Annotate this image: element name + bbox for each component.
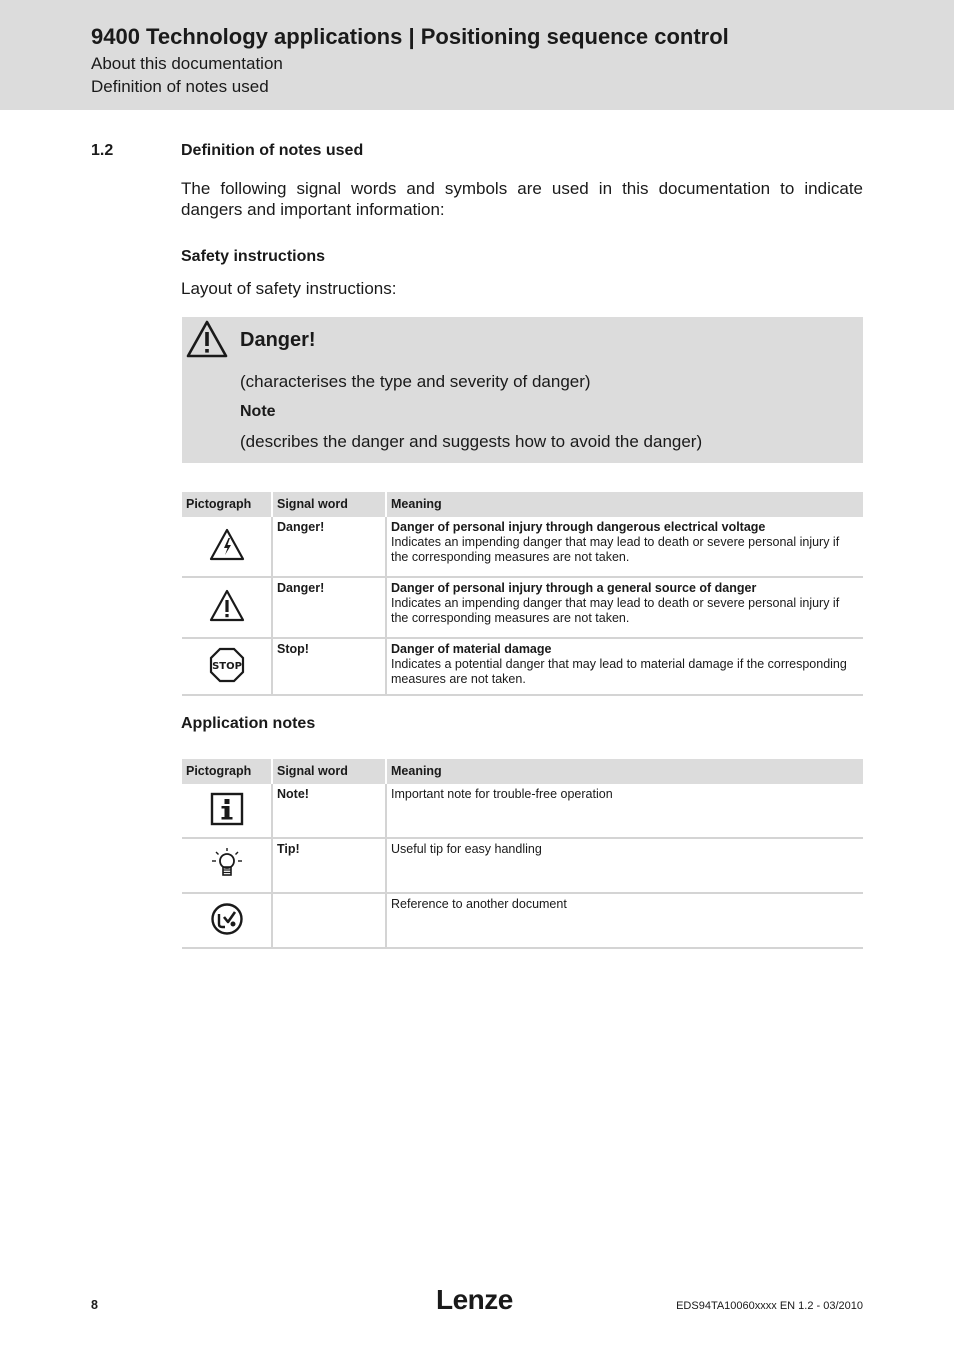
page-header [0, 0, 954, 110]
page-number: 8 [91, 1298, 98, 1312]
application-notes-table [182, 759, 863, 949]
signal-word-cell: Danger! [272, 517, 386, 577]
danger-description-text: (describes the danger and suggests how to avoid the danger) [240, 432, 703, 451]
pictograph-cell [182, 577, 272, 638]
pictograph-cell [182, 638, 272, 695]
info-icon [210, 792, 244, 826]
meaning-text: Indicates a potential danger that may lead to material damage if the corresponding measures are not taken. [391, 657, 847, 686]
general-warning-icon [209, 589, 245, 623]
signal-word-cell: Stop! [272, 638, 386, 695]
meaning-cell: Useful tip for easy handling [386, 838, 863, 893]
table-header-row [182, 492, 863, 517]
table-header-row [182, 759, 863, 784]
meaning-title: Danger of personal injury through a general source of danger [391, 581, 757, 595]
lenze-logo: Lenze [436, 1284, 513, 1315]
safety-layout-text: Layout of safety instructions: [181, 279, 397, 298]
electrical-voltage-warning-icon [209, 528, 245, 562]
safety-heading: Safety instructions [181, 248, 326, 265]
table-row [182, 784, 863, 838]
meaning-cell: Important note for trouble-free operation [386, 784, 863, 838]
meaning-cell [386, 517, 863, 577]
pictograph-cell [182, 838, 272, 893]
meaning-cell [386, 577, 863, 638]
section-number: 1.2 [91, 142, 114, 159]
warning-triangle-icon [186, 320, 228, 358]
column-header-signal-word: Signal word [272, 759, 386, 784]
lightbulb-icon [209, 846, 245, 882]
meaning-title: Danger of personal injury through dangerous electrical voltage [391, 520, 766, 534]
stop-sign-label: STOP [211, 660, 242, 672]
meaning-cell: Reference to another document [386, 893, 863, 948]
table-row [182, 838, 863, 893]
document-title: 9400 Technology applications | Positioning sequence control [91, 24, 729, 49]
section-breadcrumb: Definition of notes used [91, 77, 269, 96]
document-id: EDS94TA10060xxxx EN 1.2 - 03/2010 [676, 1300, 863, 1312]
meaning-cell [386, 638, 863, 695]
pictograph-cell [182, 784, 272, 838]
danger-type-text: (characterises the type and severity of danger) [240, 372, 591, 391]
danger-note-label: Note [240, 403, 276, 420]
column-header-signal-word: Signal word [272, 492, 386, 517]
chapter-breadcrumb: About this documentation [91, 54, 283, 73]
column-header-pictograph: Pictograph [182, 492, 272, 517]
danger-title: Danger! [240, 329, 316, 351]
stop-sign-icon [209, 647, 245, 683]
meaning-text: Indicates an impending danger that may lead to death or severe personal injury if the corresponding measures are not taken. [391, 596, 840, 625]
reference-document-icon [210, 902, 244, 936]
pictograph-cell [182, 517, 272, 577]
signal-word-cell: Tip! [272, 838, 386, 893]
table-row [182, 638, 863, 695]
section-title: Definition of notes used [181, 142, 364, 159]
intro-paragraph: The following signal words and symbols are used in this documentation to indicate dangers and important information: [181, 179, 863, 219]
signal-word-cell [272, 893, 386, 948]
column-header-meaning: Meaning [386, 492, 863, 517]
signal-word-cell: Note! [272, 784, 386, 838]
danger-example-box [182, 317, 863, 463]
signal-word-cell: Danger! [272, 577, 386, 638]
table-row [182, 893, 863, 948]
meaning-title: Danger of material damage [391, 642, 552, 656]
pictograph-cell [182, 893, 272, 948]
application-notes-heading: Application notes [181, 715, 316, 732]
meaning-text: Indicates an impending danger that may lead to death or severe personal injury if the corresponding measures are not taken. [391, 535, 840, 564]
table-row [182, 517, 863, 577]
column-header-meaning: Meaning [386, 759, 863, 784]
safety-instructions-table [182, 492, 863, 696]
column-header-pictograph: Pictograph [182, 759, 272, 784]
table-row [182, 577, 863, 638]
